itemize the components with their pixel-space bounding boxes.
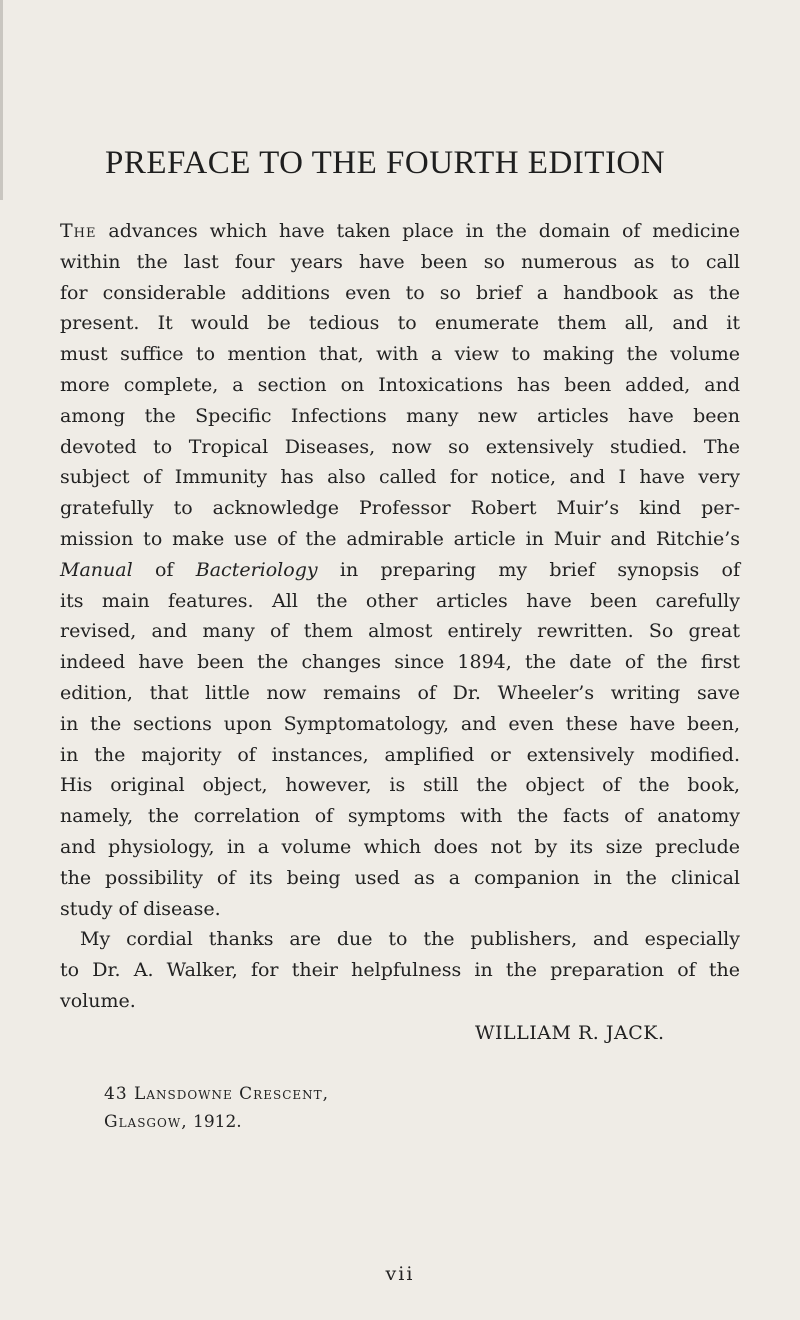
author-signature: WILLIAM R. JACK. bbox=[475, 1022, 665, 1044]
line-text: advances which have taken place in the domain of medicine bbox=[96, 220, 740, 242]
text-line: His original object, however, is still the object of the book, bbox=[60, 774, 740, 797]
text-line: the possibility of its being used as a companion in the clinical bbox=[60, 866, 740, 889]
text-line: present. It would be tedious to enumerate them all, and it bbox=[60, 312, 740, 335]
page-title: PREFACE TO THE FOURTH EDITION bbox=[105, 145, 666, 181]
text-line: to Dr. A. Walker, for their helpfulness in the preparation of the bbox=[60, 959, 740, 982]
preface-body bbox=[60, 216, 740, 1017]
text-line: volume. bbox=[60, 989, 136, 1012]
text-line: within the last four years have been so numerous as to call bbox=[60, 250, 740, 273]
text-line: devoted to Tropical Diseases, now so extensively studied. The bbox=[60, 435, 740, 458]
text-line: its main features. All the other articles have been carefully bbox=[60, 589, 740, 612]
paragraph-1 bbox=[60, 216, 740, 924]
text-line: in the sections upon Symptomatology, and even these have been, bbox=[60, 712, 740, 735]
text-line: gratefully to acknowledge Professor Robert Muir’s kind per- bbox=[60, 497, 740, 520]
book-title-italic: Bacteriology bbox=[195, 558, 318, 581]
address-city: Glasgow, bbox=[104, 1112, 188, 1132]
text-line: revised, and many of them almost entirely rewritten. So great bbox=[60, 620, 740, 643]
text-line: namely, the correlation of symptoms with the facts of anatomy bbox=[60, 805, 740, 828]
text-line: must suffice to mention that, with a view to making the volume bbox=[60, 343, 740, 366]
small-caps-word: The bbox=[60, 220, 97, 242]
text-line: and physiology, in a volume which does not by its size preclude bbox=[60, 835, 740, 858]
address-block bbox=[104, 1080, 329, 1136]
text-line: mission to make use of the admirable article in Muir and Ritchie’s bbox=[60, 527, 740, 550]
text-line: edition, that little now remains of Dr. Wheeler’s writing save bbox=[60, 681, 740, 704]
address-city-line bbox=[104, 1108, 329, 1136]
text-line: more complete, a section on Intoxications has been added, and bbox=[60, 373, 740, 396]
page-edge bbox=[0, 0, 3, 200]
text-line: subject of Immunity has also called for notice, and I have very bbox=[60, 466, 740, 489]
text-line bbox=[60, 555, 740, 586]
text-line bbox=[60, 216, 740, 247]
text-line: indeed have been the changes since 1894, the date of the first bbox=[60, 651, 740, 674]
text-line: for considerable additions even to so brief a handbook as the bbox=[60, 281, 740, 304]
text-line: My cordial thanks are due to the publishers, and especially bbox=[80, 928, 740, 951]
address-street: 43 Lansdowne Crescent, bbox=[104, 1084, 330, 1104]
paragraph-2 bbox=[60, 924, 740, 1016]
text-line: in the majority of instances, amplified or extensively modified. bbox=[60, 743, 740, 766]
line-text: of bbox=[132, 558, 196, 581]
line-text: in preparing my brief synopsis of bbox=[317, 558, 740, 581]
text-line: among the Specific Infections many new articles have been bbox=[60, 404, 740, 427]
page-number: vii bbox=[385, 1263, 415, 1285]
address-year: 1912. bbox=[187, 1112, 242, 1132]
text-line: study of disease. bbox=[60, 897, 221, 920]
book-title-italic: Manual bbox=[60, 558, 133, 581]
